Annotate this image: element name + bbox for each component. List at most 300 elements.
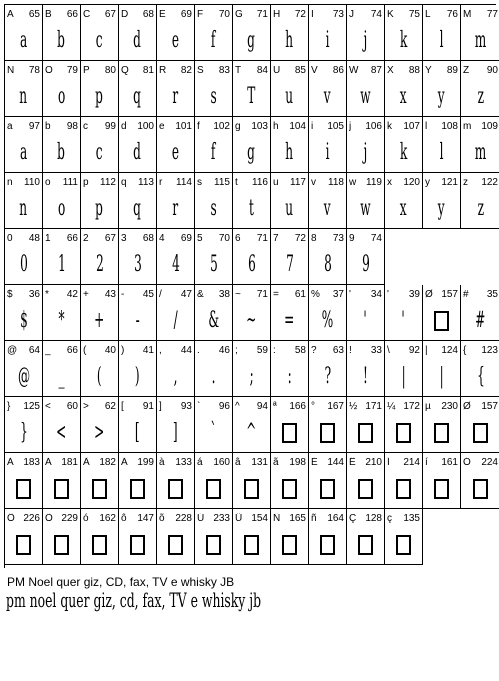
glyph-sample: h bbox=[285, 28, 294, 53]
glyph-sample: ~ bbox=[246, 308, 257, 333]
glyph-char: Ô bbox=[7, 513, 15, 524]
glyph-cell bbox=[347, 397, 385, 453]
glyph-label bbox=[197, 401, 230, 412]
missing-glyph-box bbox=[385, 415, 422, 451]
glyph-char: Ø bbox=[463, 401, 471, 412]
glyph-char: } bbox=[7, 401, 11, 412]
glyph-char: u bbox=[273, 177, 279, 188]
glyph-sample: b bbox=[57, 28, 66, 53]
glyph-sample: , bbox=[173, 364, 178, 389]
glyph-cell bbox=[119, 229, 157, 285]
glyph-label bbox=[311, 177, 344, 188]
glyph-char: r bbox=[159, 177, 163, 188]
glyph-cell bbox=[157, 229, 195, 285]
glyph-cell bbox=[157, 61, 195, 117]
glyph-label bbox=[45, 65, 78, 76]
glyph-char: â bbox=[235, 457, 241, 468]
glyph-code: 199 bbox=[137, 457, 154, 468]
glyph-char: y bbox=[425, 177, 430, 188]
glyph-sample: ` bbox=[210, 420, 217, 445]
glyph-label bbox=[387, 177, 420, 188]
glyph-char: , bbox=[159, 345, 162, 356]
glyph-cell bbox=[385, 285, 423, 341]
glyph-label bbox=[425, 65, 458, 76]
glyph-label bbox=[159, 345, 192, 356]
glyph-cell bbox=[5, 117, 43, 173]
glyph-label bbox=[45, 345, 78, 356]
glyph-code: 230 bbox=[441, 401, 458, 412]
glyph-char: % bbox=[311, 289, 320, 300]
glyph-code: 125 bbox=[23, 401, 40, 412]
glyph-code: 76 bbox=[446, 9, 458, 20]
glyph-code: 164 bbox=[327, 513, 344, 524]
glyph-code: 119 bbox=[366, 177, 382, 188]
glyph-label bbox=[235, 401, 268, 412]
glyph-char: / bbox=[159, 289, 162, 300]
glyph-label bbox=[425, 9, 458, 20]
glyph-cell bbox=[195, 509, 233, 565]
glyph-code: 157 bbox=[441, 289, 458, 300]
glyph-char: @ bbox=[7, 345, 18, 356]
glyph-cell bbox=[5, 509, 43, 565]
glyph-char: F bbox=[197, 9, 204, 20]
glyph-cell bbox=[347, 117, 385, 173]
glyph-label bbox=[349, 9, 382, 20]
glyph-code: 69 bbox=[180, 233, 192, 244]
glyph-sample: u bbox=[285, 84, 294, 109]
glyph-sample: v bbox=[324, 196, 331, 221]
glyph-label bbox=[159, 177, 192, 188]
glyph-cell bbox=[233, 453, 271, 509]
glyph-cell bbox=[385, 453, 423, 509]
missing-glyph-box bbox=[461, 471, 499, 507]
glyph-code: 70 bbox=[218, 233, 230, 244]
glyph-char: 0 bbox=[7, 233, 13, 244]
glyph-label bbox=[273, 401, 306, 412]
glyph-char: 9 bbox=[349, 233, 355, 244]
glyph-sample: 0 bbox=[19, 252, 28, 277]
missing-glyph-box bbox=[423, 303, 460, 339]
glyph-cell bbox=[423, 173, 461, 229]
glyph-sample: e bbox=[171, 28, 180, 53]
glyph-char: É bbox=[311, 457, 318, 468]
character-map-grid bbox=[4, 4, 496, 568]
glyph-code: 120 bbox=[403, 177, 420, 188]
glyph-char: W bbox=[349, 65, 359, 76]
glyph-cell bbox=[43, 229, 81, 285]
glyph-label bbox=[463, 345, 498, 356]
glyph-label bbox=[83, 9, 116, 20]
missing-glyph-box bbox=[119, 471, 156, 507]
glyph-char: ª bbox=[273, 401, 277, 412]
glyph-sample: v bbox=[324, 84, 331, 109]
glyph-code: 84 bbox=[256, 65, 268, 76]
glyph-char: S bbox=[197, 65, 204, 76]
glyph-sample: [ bbox=[135, 420, 140, 445]
glyph-char: Ø bbox=[425, 289, 433, 300]
glyph-char: ` bbox=[197, 401, 201, 412]
glyph-cell bbox=[157, 173, 195, 229]
grid-row bbox=[5, 229, 496, 285]
glyph-cell bbox=[423, 453, 461, 509]
grid-row bbox=[5, 285, 496, 341]
glyph-cell bbox=[195, 285, 233, 341]
glyph-label bbox=[45, 289, 78, 300]
glyph-char: Z bbox=[463, 65, 470, 76]
empty-cell bbox=[461, 509, 499, 565]
empty-cell bbox=[423, 229, 461, 285]
glyph-cell bbox=[157, 397, 195, 453]
glyph-cell bbox=[43, 173, 81, 229]
glyph-code: 66 bbox=[66, 233, 78, 244]
glyph-cell bbox=[81, 229, 119, 285]
glyph-label bbox=[425, 121, 458, 132]
glyph-label bbox=[121, 457, 154, 468]
glyph-code: 107 bbox=[403, 121, 420, 132]
glyph-code: 92 bbox=[408, 345, 420, 356]
glyph-code: 111 bbox=[62, 177, 78, 188]
glyph-cell bbox=[271, 5, 309, 61]
glyph-sample: k bbox=[399, 140, 408, 165]
glyph-char: ' bbox=[349, 289, 351, 300]
glyph-sample: z bbox=[477, 84, 484, 109]
glyph-sample: k bbox=[399, 28, 408, 53]
glyph-label bbox=[463, 177, 498, 188]
glyph-cell bbox=[385, 341, 423, 397]
glyph-char: ' bbox=[387, 289, 389, 300]
glyph-sample: f bbox=[211, 140, 216, 165]
glyph-char: H bbox=[273, 9, 281, 20]
glyph-cell bbox=[423, 285, 461, 341]
glyph-code: 79 bbox=[66, 65, 78, 76]
glyph-code: 42 bbox=[66, 289, 78, 300]
glyph-char: [ bbox=[121, 401, 124, 412]
glyph-char: a bbox=[7, 121, 13, 132]
glyph-char: I bbox=[311, 9, 314, 20]
glyph-cell bbox=[119, 173, 157, 229]
grid-row bbox=[5, 453, 496, 509]
missing-glyph-box bbox=[309, 471, 346, 507]
glyph-code: 96 bbox=[218, 401, 230, 412]
glyph-cell bbox=[461, 61, 499, 117]
glyph-sample: 1 bbox=[57, 252, 66, 277]
glyph-sample: x bbox=[400, 84, 407, 109]
glyph-code: 34 bbox=[370, 289, 382, 300]
glyph-char: µ bbox=[425, 401, 431, 412]
missing-glyph-box bbox=[81, 471, 118, 507]
glyph-sample: ( bbox=[97, 364, 102, 389]
glyph-char: Ç bbox=[349, 513, 357, 524]
glyph-label bbox=[121, 121, 154, 132]
glyph-cell bbox=[347, 285, 385, 341]
glyph-cell bbox=[385, 397, 423, 453]
glyph-label bbox=[83, 121, 116, 132]
glyph-sample: b bbox=[57, 140, 66, 165]
glyph-cell bbox=[423, 5, 461, 61]
glyph-cell bbox=[119, 397, 157, 453]
glyph-char: + bbox=[83, 289, 89, 300]
glyph-cell bbox=[271, 509, 309, 565]
glyph-code: 73 bbox=[332, 9, 344, 20]
glyph-label bbox=[235, 177, 268, 188]
glyph-label bbox=[349, 233, 382, 244]
glyph-code: 233 bbox=[213, 513, 230, 524]
glyph-code: 63 bbox=[332, 345, 344, 356]
glyph-code: 117 bbox=[290, 177, 306, 188]
glyph-code: 99 bbox=[104, 121, 116, 132]
glyph-code: 91 bbox=[142, 401, 154, 412]
glyph-sample: y bbox=[438, 196, 445, 221]
glyph-cell bbox=[309, 117, 347, 173]
glyph-label bbox=[349, 121, 382, 132]
glyph-label bbox=[311, 345, 344, 356]
glyph-char: X bbox=[387, 65, 394, 76]
glyph-code: 64 bbox=[28, 345, 40, 356]
glyph-char: p bbox=[83, 177, 89, 188]
glyph-char: ^ bbox=[235, 401, 240, 412]
glyph-cell bbox=[43, 341, 81, 397]
glyph-sample: r bbox=[172, 196, 179, 221]
glyph-label bbox=[83, 289, 116, 300]
missing-glyph-box bbox=[5, 471, 42, 507]
glyph-code: 62 bbox=[104, 401, 116, 412]
glyph-label bbox=[45, 177, 78, 188]
glyph-sample: ^ bbox=[246, 420, 257, 445]
glyph-sample: ] bbox=[173, 420, 178, 445]
glyph-code: 157 bbox=[481, 401, 498, 412]
glyph-cell bbox=[233, 5, 271, 61]
glyph-code: 94 bbox=[256, 401, 268, 412]
glyph-label bbox=[7, 289, 40, 300]
glyph-code: 131 bbox=[251, 457, 268, 468]
glyph-char: Ê bbox=[349, 457, 356, 468]
glyph-char: E bbox=[159, 9, 166, 20]
missing-glyph-box bbox=[43, 527, 80, 563]
glyph-sample: < bbox=[56, 420, 67, 445]
glyph-char: Ú bbox=[197, 513, 205, 524]
glyph-label bbox=[45, 233, 78, 244]
glyph-label bbox=[45, 121, 78, 132]
glyph-sample: 6 bbox=[247, 252, 256, 277]
glyph-cell bbox=[347, 61, 385, 117]
missing-glyph-box bbox=[271, 527, 308, 563]
glyph-label bbox=[463, 9, 498, 20]
glyph-sample: e bbox=[171, 140, 180, 165]
glyph-label bbox=[463, 289, 498, 300]
glyph-label bbox=[273, 177, 306, 188]
glyph-code: 128 bbox=[365, 513, 382, 524]
glyph-char: 1 bbox=[45, 233, 51, 244]
glyph-code: 78 bbox=[28, 65, 40, 76]
glyph-cell bbox=[347, 509, 385, 565]
glyph-char: n bbox=[7, 177, 13, 188]
glyph-cell bbox=[5, 453, 43, 509]
glyph-char: Í bbox=[387, 457, 390, 468]
glyph-cell bbox=[233, 341, 271, 397]
glyph-sample: h bbox=[285, 140, 294, 165]
glyph-sample: ' bbox=[363, 308, 368, 333]
glyph-label bbox=[311, 121, 344, 132]
glyph-label bbox=[387, 457, 420, 468]
glyph-code: 67 bbox=[104, 233, 116, 244]
glyph-char: = bbox=[273, 289, 279, 300]
glyph-code: 97 bbox=[28, 121, 40, 132]
glyph-label bbox=[7, 177, 40, 188]
glyph-cell bbox=[461, 397, 499, 453]
glyph-sample: s bbox=[210, 84, 217, 109]
glyph-label bbox=[45, 401, 78, 412]
glyph-char: Â bbox=[83, 457, 90, 468]
glyph-code: 101 bbox=[175, 121, 192, 132]
glyph-cell bbox=[461, 341, 499, 397]
glyph-char: k bbox=[387, 121, 392, 132]
glyph-char: 6 bbox=[235, 233, 241, 244]
glyph-char: Á bbox=[45, 457, 52, 468]
glyph-cell bbox=[385, 117, 423, 173]
glyph-code: 85 bbox=[294, 65, 306, 76]
glyph-label bbox=[7, 9, 40, 20]
glyph-cell bbox=[43, 117, 81, 173]
glyph-cell bbox=[309, 453, 347, 509]
glyph-sample: @ bbox=[17, 364, 30, 389]
glyph-cell bbox=[309, 5, 347, 61]
glyph-label bbox=[159, 513, 192, 524]
glyph-char: ; bbox=[235, 345, 238, 356]
glyph-char: ? bbox=[311, 345, 317, 356]
glyph-char: O bbox=[45, 65, 53, 76]
glyph-sample: n bbox=[19, 84, 28, 109]
glyph-char: Q bbox=[121, 65, 129, 76]
glyph-sample: 8 bbox=[323, 252, 332, 277]
glyph-char: > bbox=[83, 401, 89, 412]
glyph-code: 105 bbox=[327, 121, 344, 132]
glyph-sample: c bbox=[96, 140, 103, 165]
glyph-label bbox=[83, 65, 116, 76]
glyph-char: m bbox=[463, 121, 472, 132]
glyph-cell bbox=[195, 397, 233, 453]
glyph-cell bbox=[81, 509, 119, 565]
glyph-sample: & bbox=[208, 308, 219, 333]
glyph-code: 71 bbox=[256, 9, 268, 20]
glyph-label bbox=[349, 513, 382, 524]
glyph-label bbox=[311, 513, 344, 524]
grid-row bbox=[5, 117, 496, 173]
glyph-char: ) bbox=[121, 345, 125, 356]
missing-glyph-box bbox=[43, 471, 80, 507]
missing-glyph-box bbox=[385, 471, 422, 507]
glyph-code: 80 bbox=[104, 65, 116, 76]
glyph-cell bbox=[157, 341, 195, 397]
glyph-code: 61 bbox=[294, 289, 306, 300]
glyph-code: 90 bbox=[486, 65, 498, 76]
glyph-code: 103 bbox=[251, 121, 268, 132]
glyph-code: 35 bbox=[486, 289, 498, 300]
missing-glyph-box bbox=[461, 415, 499, 451]
glyph-label bbox=[197, 233, 230, 244]
glyph-code: 73 bbox=[332, 233, 344, 244]
glyph-code: 74 bbox=[370, 233, 382, 244]
glyph-char: ! bbox=[349, 345, 352, 356]
sample-text: PM Noel quer giz, CD, fax, TV e whisky JB bbox=[7, 575, 235, 589]
missing-glyph-box bbox=[423, 415, 460, 451]
empty-cell bbox=[423, 509, 461, 565]
glyph-label bbox=[273, 289, 306, 300]
glyph-char: K bbox=[387, 9, 394, 20]
glyph-cell bbox=[119, 117, 157, 173]
glyph-cell bbox=[347, 453, 385, 509]
glyph-label bbox=[121, 233, 154, 244]
glyph-code: 122 bbox=[481, 177, 498, 188]
glyph-cell bbox=[119, 5, 157, 61]
glyph-sample: w bbox=[360, 196, 371, 221]
glyph-label bbox=[197, 9, 230, 20]
glyph-label bbox=[235, 289, 268, 300]
glyph-code: 86 bbox=[332, 65, 344, 76]
glyph-label bbox=[197, 457, 230, 468]
glyph-label bbox=[311, 233, 344, 244]
glyph-sample: : bbox=[287, 364, 292, 389]
glyph-code: 66 bbox=[66, 9, 78, 20]
grid-row bbox=[5, 509, 496, 565]
glyph-cell bbox=[347, 173, 385, 229]
missing-glyph-box bbox=[157, 527, 194, 563]
glyph-sample: ) bbox=[135, 364, 140, 389]
glyph-cell bbox=[5, 5, 43, 61]
empty-cell bbox=[385, 229, 423, 285]
glyph-label bbox=[273, 65, 306, 76]
glyph-sample: q bbox=[133, 84, 142, 109]
glyph-char: t bbox=[235, 177, 238, 188]
glyph-sample: # bbox=[475, 308, 486, 333]
glyph-sample: i bbox=[325, 140, 330, 165]
missing-glyph-box bbox=[157, 471, 194, 507]
glyph-label bbox=[7, 345, 40, 356]
sample-rendered-text: pm noel quer giz, cd, fax, TV e whisky jb bbox=[6, 588, 262, 612]
missing-glyph-box bbox=[233, 527, 270, 563]
glyph-cell bbox=[233, 61, 271, 117]
glyph-char: 5 bbox=[197, 233, 203, 244]
glyph-sample: w bbox=[360, 84, 371, 109]
glyph-sample: $ bbox=[19, 308, 28, 333]
glyph-code: 114 bbox=[176, 177, 192, 188]
glyph-cell bbox=[157, 285, 195, 341]
glyph-cell bbox=[195, 229, 233, 285]
glyph-code: 72 bbox=[294, 233, 306, 244]
glyph-code: 162 bbox=[99, 513, 116, 524]
glyph-code: 166 bbox=[289, 401, 306, 412]
glyph-char: M bbox=[463, 9, 472, 20]
glyph-code: 75 bbox=[408, 9, 420, 20]
glyph-char: P bbox=[83, 65, 90, 76]
glyph-cell bbox=[157, 509, 195, 565]
glyph-sample: 2 bbox=[95, 252, 104, 277]
missing-glyph-box bbox=[5, 527, 42, 563]
glyph-char: b bbox=[45, 121, 51, 132]
glyph-code: 89 bbox=[446, 65, 458, 76]
glyph-sample: + bbox=[94, 308, 105, 333]
glyph-label bbox=[197, 345, 230, 356]
glyph-char: ç bbox=[387, 513, 392, 524]
glyph-sample: j bbox=[363, 28, 368, 53]
glyph-sample: ; bbox=[249, 364, 254, 389]
glyph-char: 8 bbox=[311, 233, 317, 244]
glyph-code: 66 bbox=[66, 345, 78, 356]
glyph-char: ã bbox=[273, 457, 279, 468]
glyph-label bbox=[7, 233, 40, 244]
glyph-char: ñ bbox=[311, 513, 317, 524]
missing-glyph-box bbox=[385, 527, 422, 563]
missing-glyph-box bbox=[271, 415, 308, 451]
